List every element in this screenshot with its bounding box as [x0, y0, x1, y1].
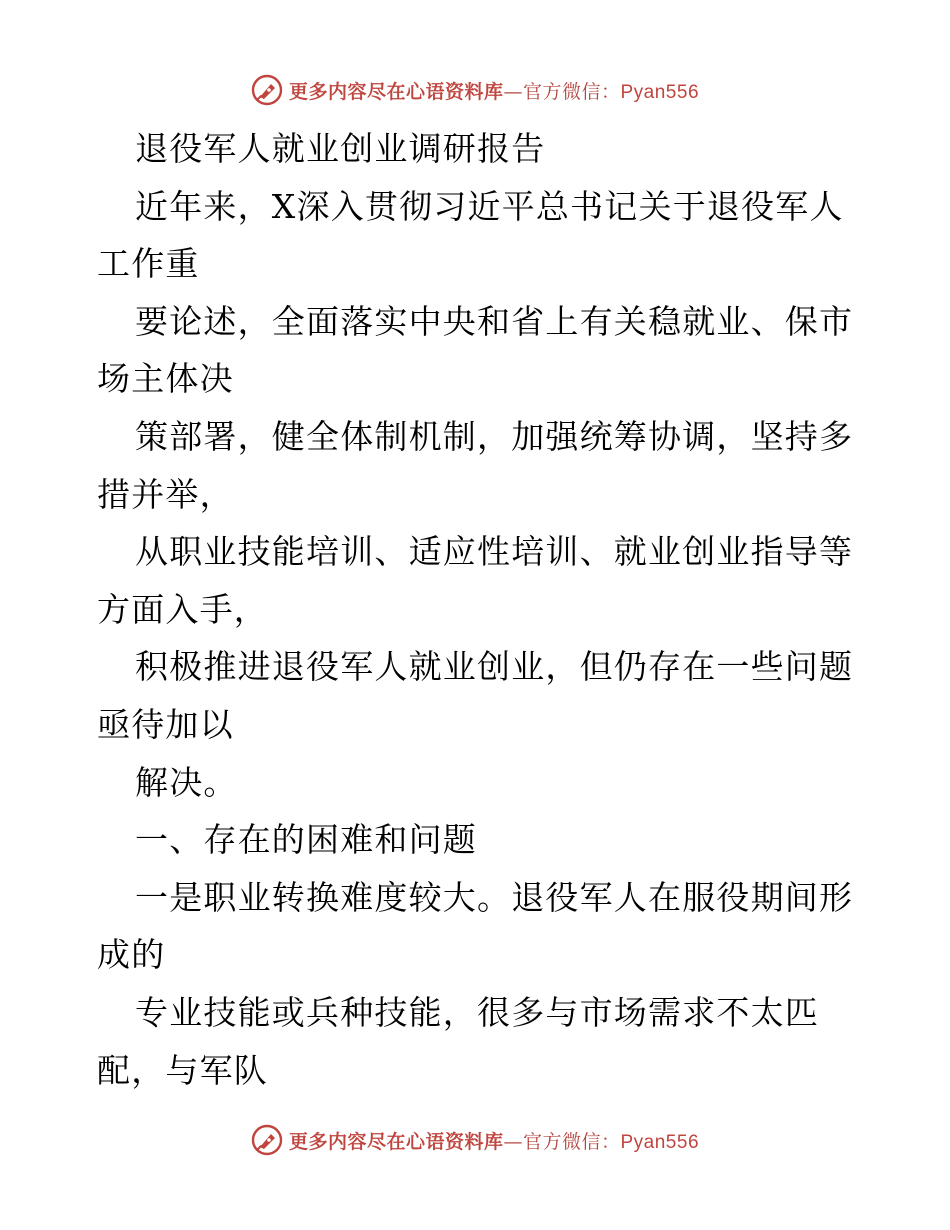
- pen-nib-in-circle-icon: [251, 74, 283, 106]
- banner-dash: —: [503, 80, 523, 103]
- text-line: 积极推进退役军人就业创业，但仍存在一些问题: [135, 647, 854, 687]
- text-line: 解决。: [135, 762, 238, 802]
- banner-highlight: 更多内容尽在心语资料库: [288, 80, 504, 103]
- banner-wechat: Pyan556: [620, 81, 700, 103]
- text-line: 工作重: [97, 244, 200, 284]
- banner-text: [289, 77, 699, 104]
- banner-wechat: Pyan556: [620, 1131, 700, 1153]
- text-line: 方面入手，: [97, 589, 268, 629]
- text-line: 要论述，全面落实中央和省上有关稳就业、保市: [135, 301, 854, 341]
- text-line: 配，与军队: [97, 1050, 268, 1090]
- pen-nib-in-circle-icon: [251, 1124, 283, 1156]
- text-line: 措并举，: [97, 474, 234, 514]
- text-line: 亟待加以: [97, 704, 234, 744]
- text-line: 一、存在的困难和问题: [135, 820, 477, 860]
- banner-dash: —: [503, 1130, 523, 1153]
- header-banner: [0, 70, 950, 110]
- document-title: 退役军人就业创业调研报告: [135, 129, 546, 168]
- text-line: 成的: [97, 935, 166, 975]
- banner-text: [289, 1127, 699, 1154]
- text-line: 专业技能或兵种技能，很多与市场需求不太匹: [135, 992, 819, 1032]
- text-line: 场主体决: [97, 359, 234, 399]
- banner-middle: 官方微信：: [522, 80, 621, 103]
- text-line: 策部署，健全体制机制，加强统筹协调，坚持多: [135, 416, 854, 456]
- text-line: 近年来，X深入贯彻习近平总书记关于退役军人: [135, 186, 844, 226]
- banner-middle: 官方微信：: [522, 1130, 621, 1153]
- text-line: 一是职业转换难度较大。退役军人在服役期间形: [135, 877, 854, 917]
- banner-highlight: 更多内容尽在心语资料库: [288, 1130, 504, 1153]
- text-line: 从职业技能培训、适应性培训、就业创业指导等: [135, 532, 854, 572]
- document-body: [97, 120, 857, 1099]
- footer-banner: [0, 1120, 950, 1160]
